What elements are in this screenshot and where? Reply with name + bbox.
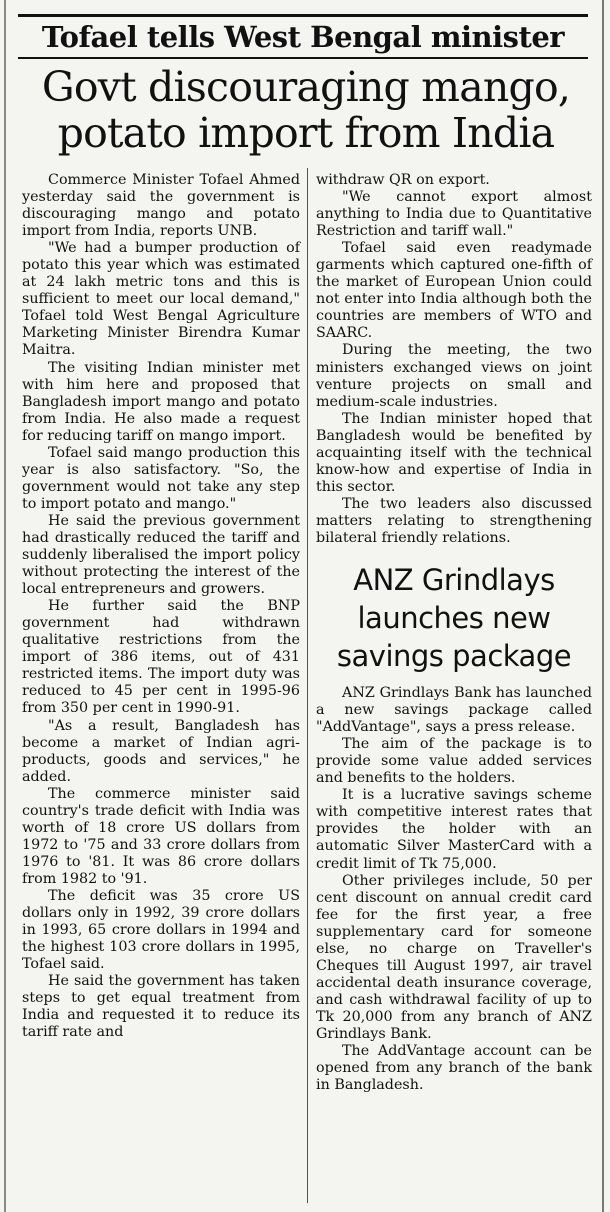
article-paragraph: "We had a bumper production of potato this year which was estimated at 24 lakh metric tons and this is sufficient to meet our local demand," Tofael told West Bengal Agriculture Marketing Minister Birendra Kumar Maitra. [22, 240, 300, 359]
second-article-headline [316, 561, 592, 675]
headline-line-1: Govt discouraging mango, [41, 63, 571, 111]
article-paragraph: The two leaders also discussed matters relating to strengthening bilateral friendly relations. [316, 495, 592, 546]
clipping-left-edge [4, 0, 6, 1212]
headline-line-2: potato import from India [57, 109, 555, 157]
article-paragraph: "As a result, Bangladesh has become a market of Indian agri-products, goods and services," he added. [22, 717, 300, 785]
article-kicker: Tofael tells West Bengal minister [18, 14, 588, 59]
second-headline-line-2: launches new [357, 601, 551, 636]
article-paragraph: Tofael said even readymade garments which captured one-fifth of the market of European Union could not enter into India although both the countries are members of WTO and SAARC. [316, 240, 592, 342]
article-paragraph: He said the government has taken steps to get equal treatment from India and requested it to reduce its tariff rate and [22, 973, 300, 1041]
clipping-right-edge [602, 0, 604, 1212]
second-article-paragraph: The AddVantage account can be opened from any branch of the bank in Bangladesh. [316, 1043, 592, 1094]
article-paragraph: Commerce Minister Tofael Ahmed yesterday said the government is discouraging mango and potato import from India, reports UNB. [22, 172, 300, 240]
column-divider [307, 168, 308, 1203]
article-paragraph: The deficit was 35 crore US dollars only in 1992, 39 crore dollars in 1993, 65 crore dollars in 1994 and the highest 103 crore dollars in 1995, Tofael said. [22, 887, 300, 973]
article-paragraph: The Indian minister hoped that Bangladesh would be benefited by acquainting itself with the technical know-how and expertise of India in this sector. [316, 410, 592, 495]
article-paragraph: "We cannot export almost anything to India due to Quantitative Restriction and tariff wall." [316, 189, 592, 240]
second-article-paragraph: Other privileges include, 50 per cent discount on annual credit card fee for the first year, a free supplementary card for someone else, no charge on Traveller's Cheques till August 1997, air travel accidental death insurance coverage, and cash withdrawal facility of up to Tk 20,000 from any branch of ANZ Grindlays Bank. [316, 872, 592, 1042]
second-article-paragraph: ANZ Grindlays Bank has launched a new savings package called "AddVantage", says a press release. [316, 685, 592, 736]
article-column-left [22, 172, 300, 1041]
article-paragraph: He said the previous government had drastically reduced the tariff and suddenly liberalised the import policy without protecting the interest of the local entrepreneurs and growers. [22, 512, 300, 598]
article-continuation: withdraw QR on export. [316, 172, 490, 188]
article-paragraph: The commerce minister said country's trade deficit with India was worth of 18 crore US dollars from 1972 to '75 and 33 crore dollars from 1976 to '81. It was 86 crore dollars from 1982 to '91. [22, 785, 300, 887]
second-article-paragraph: It is a lucrative savings scheme with competitive interest rates that provides the holder with an automatic Silver MasterCard with a credit limit of Tk 75,000. [316, 787, 592, 872]
article-paragraph: He further said the BNP government had withdrawn qualitative restrictions from the import of 386 items, out of 431 restricted items. The import duty was reduced to 45 per cent in 1995-96 from 350 per cent in 1990-91. [22, 598, 300, 717]
second-headline-line-3: savings package [336, 639, 572, 674]
article-paragraph: Tofael said mango production this year is also satisfactory. "So, the government would not take any step to import potato and mango." [22, 444, 300, 512]
second-headline-line-1: ANZ Grindlays [353, 563, 555, 598]
article-column-right [316, 172, 592, 1094]
article-paragraph: During the meeting, the two ministers exchanged views on joint venture projects on small and medium-scale industries. [316, 342, 592, 410]
article-headline [14, 64, 598, 156]
article-paragraph: The visiting Indian minister met with him here and proposed that Bangladesh import mango and potato from India. He also made a request for reducing tariff on mango import. [22, 359, 300, 444]
second-article-paragraph: The aim of the package is to provide some value added services and benefits to the holders. [316, 736, 592, 787]
